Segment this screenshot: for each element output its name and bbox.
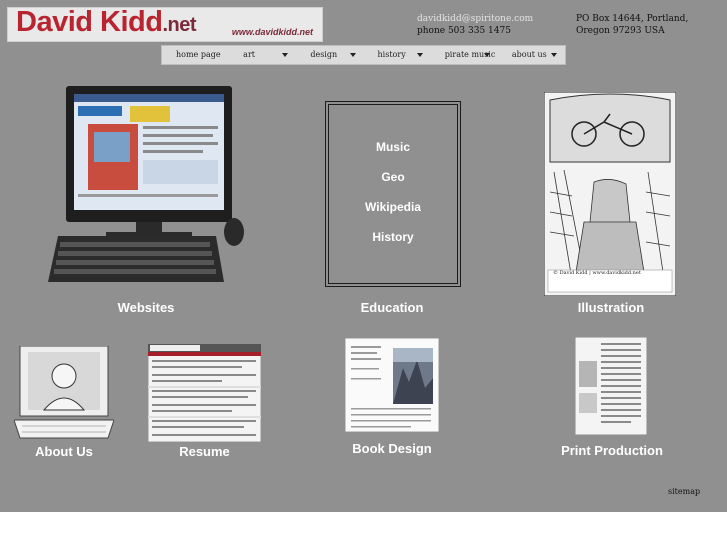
nav-item-about-us[interactable] <box>498 46 565 64</box>
resume-link[interactable]: Resume <box>179 444 230 459</box>
nav-item-home-page[interactable] <box>162 46 229 64</box>
dropdown-arrow-icon <box>282 53 288 57</box>
nav-item-label: pirate music <box>444 50 496 59</box>
education-link-geo[interactable]: Geo <box>381 170 405 184</box>
websites-computer-image[interactable] <box>48 86 250 286</box>
contact-email-link[interactable]: davidkidd@spiritone.com <box>417 14 534 24</box>
main-nav <box>161 45 566 65</box>
education-link-wikipedia[interactable]: Wikipedia <box>365 200 421 214</box>
logo-url: www.davidkidd.net <box>231 27 313 37</box>
nav-item-design[interactable] <box>296 46 363 64</box>
resume-image[interactable] <box>148 344 261 442</box>
education-link-history[interactable]: History <box>372 230 414 244</box>
book-design-link[interactable]: Book Design <box>352 441 432 456</box>
dropdown-arrow-icon <box>484 53 490 57</box>
nav-item-label: history <box>377 50 406 59</box>
nav-item-pirate-music[interactable] <box>431 46 498 64</box>
print-production-link[interactable]: Print Production <box>561 443 663 458</box>
dropdown-arrow-icon <box>551 53 557 57</box>
nav-item-art[interactable] <box>229 46 296 64</box>
nav-item-label: home page <box>176 50 221 59</box>
dropdown-arrow-icon <box>350 53 356 57</box>
logo-text: David Kidd.net <box>16 6 197 38</box>
nav-item-history[interactable] <box>364 46 431 64</box>
site-logo[interactable] <box>7 7 323 42</box>
education-links-box <box>325 101 461 287</box>
about-us-image[interactable] <box>14 346 114 440</box>
websites-link[interactable]: Websites <box>117 300 175 315</box>
nav-item-label: art <box>243 50 255 59</box>
nav-item-label: design <box>310 50 338 59</box>
about-us-link[interactable]: About Us <box>35 444 93 459</box>
dropdown-arrow-icon <box>417 53 423 57</box>
illustration-link[interactable]: Illustration <box>577 300 645 315</box>
contact-address-line2: Oregon 97293 USA <box>576 26 665 36</box>
book-design-image[interactable] <box>345 338 439 432</box>
nav-item-label: about us <box>511 50 547 59</box>
education-links-box-inner <box>328 104 458 284</box>
illustration-credit: © David Kidd | www.davidkidd.net <box>553 270 641 276</box>
contact-phone: phone 503 335 1475 <box>417 26 511 36</box>
sitemap-link[interactable]: sitemap <box>668 487 701 496</box>
print-production-image[interactable] <box>575 337 647 435</box>
education-link-music[interactable]: Music <box>375 140 410 154</box>
contact-address-line1: PO Box 14644, Portland, <box>576 14 689 24</box>
education-link[interactable]: Education <box>360 300 424 315</box>
illustration-image[interactable] <box>544 92 676 296</box>
